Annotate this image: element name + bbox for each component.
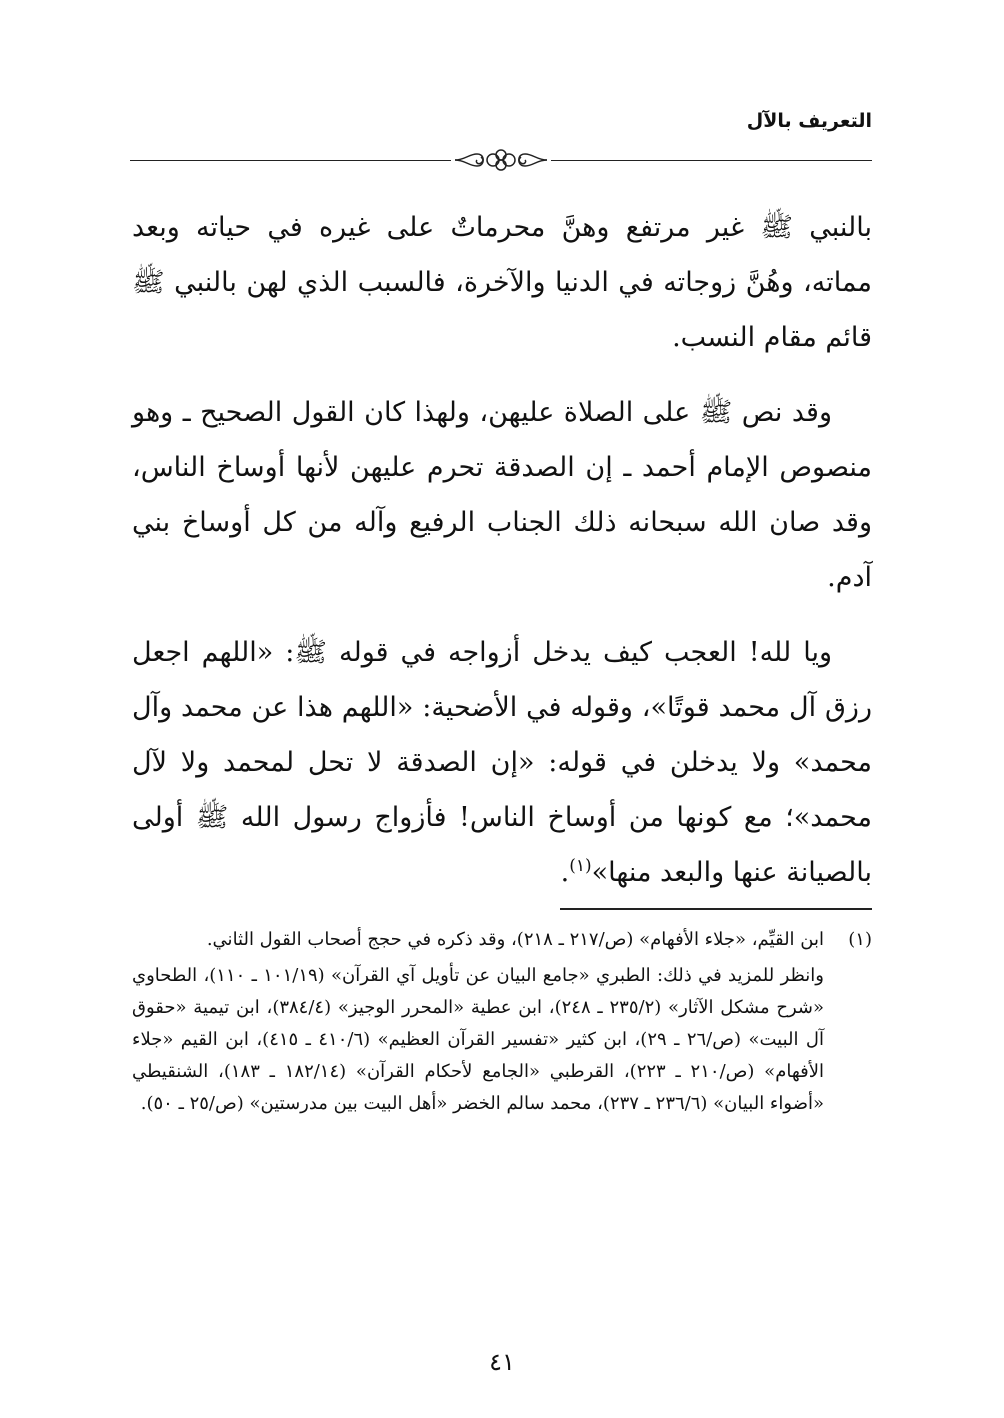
footnote-1 xyxy=(132,924,872,956)
ornament-icon xyxy=(451,146,551,174)
page-number: ٤١ xyxy=(489,1348,515,1376)
footnote-number: (١) xyxy=(848,929,872,950)
footnote-rule xyxy=(560,908,872,910)
paragraph-3-text: ويا لله! العجب كيف يدخل أزواجه في قوله ﷺ: «اللهم اجعل رزق آل محمد قوتًا»، وقوله في الأضحية: «اللهم هذا عن محمد وآل محمد» ولا يدخلن في قوله: «إن الصدقة لا تحل لمحمد ولا لآل محمد»؛ مع كونها من أوساخ الناس! فأزواج رسول الله ﷺ أولى بالصيانة عنها والبعد منها» xyxy=(132,637,872,888)
main-text xyxy=(132,200,872,920)
paragraph-2: وقد نص ﷺ على الصلاة عليهن، ولهذا كان القول الصحيح ـ وهو منصوص الإمام أحمد ـ إن الصدقة تحرم عليهن لأنها أوساخ الناس، وقد صان الله سبحانه ذلك الجناب الرفيع وآله من كل أوساخ بني آدم. xyxy=(132,397,872,593)
footnote-reference[interactable]: (١) xyxy=(569,856,592,876)
footnotes xyxy=(132,924,872,1124)
final-period: . xyxy=(560,857,570,888)
paragraph-3 xyxy=(132,625,872,900)
footnote-1-continued: وانظر للمزيد في ذلك: الطبري «جامع البيان عن تأويل آي القرآن» (١٠١/١٩ ـ ١١٠)، الطحاوي «شرح مشكل الآثار» (٢٣٥/٢ ـ ٢٤٨)، ابن عطية «المحرر الوجيز» (٣٨٤/٤)، ابن تيمية «حقوق آل البيت» (ص/٢٦ ـ ٢٩)، ابن كثير «تفسير القرآن العظيم» (٤١٠/٦ ـ ٤١٥)، ابن القيم «جلاء الأفهام» (ص/٢١٠ ـ ٢٢٣)، القرطبي «الجامع لأحكام القرآن» (١٨٢/١٤ ـ ١٨٣)، الشنقيطي «أضواء البيان» (٢٣٦/٦ ـ ٢٣٧)، محمد سالم الخضر «أهل البيت بين مدرستين» (ص/٢٥ ـ ٥٠). xyxy=(132,965,825,1114)
paragraph-1: بالنبي ﷺ غير مرتفع وهنَّ محرماتٌ على غيره في حياته وبعد مماته، وهُنَّ زوجاته في الدنيا والآخرة، فالسبب الذي لهن بالنبي ﷺ قائم مقام النسب. xyxy=(132,212,872,353)
footnote-1-text: ابن القيِّم، «جلاء الأفهام» (ص/٢١٧ ـ ٢١٨)، وقد ذكره في حجج أصحاب القول الثاني. xyxy=(206,929,824,950)
running-title: التعريف بالآل xyxy=(746,110,872,132)
